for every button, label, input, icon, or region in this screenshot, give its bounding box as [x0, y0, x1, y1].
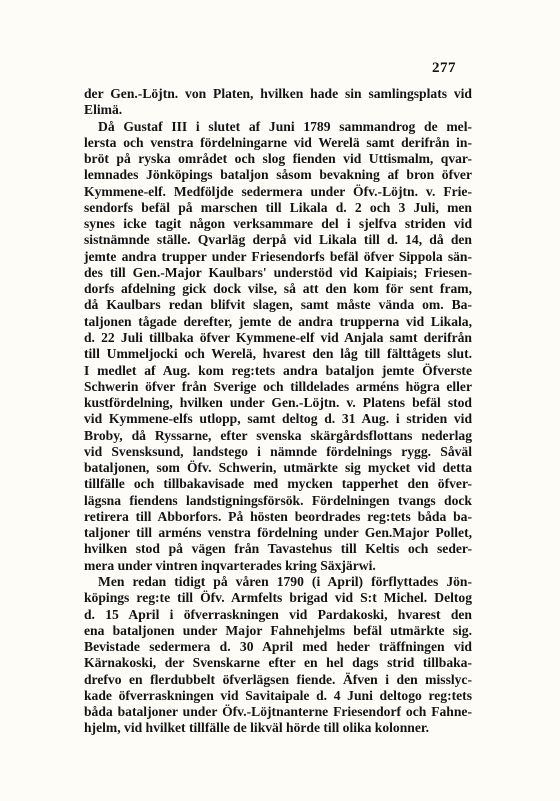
text-line: ena bataljonen under Major Fahnehjelms befäl utmärkte sig.: [84, 622, 472, 638]
text-line: Kymmene-elf. Medföljde sedermera under Öfv.-Löjtn. v. Frie-: [84, 183, 472, 199]
text-line: Schwerin öfver från Sverige och tilldelades arméns högra eller: [84, 378, 472, 394]
text-line: Kärnakoski, der Svenskarne efter en hel dags strid tillbaka-: [84, 655, 472, 671]
text-line: båda bataljoner under Öfv.-Löjtnanterne Friesendorf och Fahne-: [84, 704, 472, 720]
body-text: [84, 86, 472, 737]
text-line: mera under vintren inqvarterades kring Säxjärwi.: [84, 557, 376, 573]
text-line: sistnämnde ställe. Qvarläg derpå vid Likala till d. 14, då den: [84, 232, 472, 248]
text-line: tillfälle och tillbakavisade med mycken tapperhet den öfver-: [84, 476, 472, 492]
text-line: des till Gen.-Major Kaulbars' understöd vid Kaipiais; Friesen-: [84, 264, 472, 280]
text-line: vid Kymmene-elfs utlopp, samt deltog d. 31 Aug. i striden vid: [84, 411, 472, 427]
text-line: drefvo en flerdubbelt öfverlägsen fiende. Äfven i den misslyc-: [84, 671, 472, 687]
text-line: dorfs afdelning gick dock vilse, så att den kom för sent fram,: [84, 281, 472, 297]
text-line: jemte andra trupper under Friesendorfs befäl öfver Sippola sän-: [84, 248, 472, 264]
text-line: till Ummeljocki och Werelä, hvarest den låg till fälttågets slut.: [84, 346, 472, 362]
text-line: der Gen.-Löjtn. von Platen, hvilken hade sin samlingsplats vid: [84, 86, 472, 101]
text-line: sendorfs befäl på marschen till Likala d. 2 och 3 Juli, men: [84, 199, 472, 215]
text-line: Elimä.: [84, 102, 123, 118]
text-line: hjelm, vid hvilket tillfälle de likväl hörde till olika kolonner.: [84, 720, 430, 736]
text-line: lemnades Jönköpings bataljon såsom bevakning af bron öfver: [84, 167, 472, 183]
text-line: kustfördelning, hvilken under Gen.-Löjtn. v. Platens befäl stod: [84, 395, 472, 411]
text-line: Bevistade sedermera d. 30 April med heder träffningen vid: [84, 639, 472, 655]
text-line: hvilken stod på vägen från Tavastehus till Keltis och seder-: [84, 541, 472, 557]
text-line: bröt på ryska området och slog fienden vid Uttismalm, qvar-: [84, 151, 472, 167]
text-line: Då Gustaf III i slutet af Juni 1789 sammandrog de mel-: [98, 118, 472, 134]
text-line: lägsna fiendens landstigningsförsök. Fördelningen tvangs dock: [84, 492, 472, 508]
text-line: retirera till Abborfors. På hösten beordrades reg:tets båda ba-: [84, 508, 472, 524]
text-line: kade öfverraskningen vid Savitaipale d. 4 Juni deltogo reg:tets: [84, 687, 472, 703]
text-line: d. 15 April i öfverraskningen vid Pardakoski, hvarest den: [84, 606, 472, 622]
text-line: Broby, då Ryssarne, efter svenska skärgårdsflottans nederlag: [84, 427, 472, 443]
text-line: Men redan tidigt på våren 1790 (i April) förflyttades Jön-: [98, 573, 472, 589]
text-line: då Kaulbars redan blifvit slagen, samt måste vända om. Ba-: [84, 297, 472, 313]
text-line: köpings reg:te till Öfv. Armfelts brigad vid S:t Michel. Deltog: [84, 590, 472, 606]
text-line: vid Svensksund, landstego i nämnde fördelnings rygg. Såväl: [84, 443, 472, 459]
text-line: bataljonen, som Öfv. Schwerin, utmärkte sig mycket vid detta: [84, 460, 472, 476]
text-line: lersta och venstra fördelningarne vid Werelä samt derifrån in-: [84, 134, 472, 150]
text-line: taljonen tågade derefter, jemte de andra trupperna vid Likala,: [84, 313, 472, 329]
text-line: taljoner till arméns venstra fördelning under Gen.Major Pollet,: [84, 525, 472, 541]
page-number: 277: [432, 60, 456, 76]
text-line: d. 22 Juli tillbaka öfver Kymmene-elf vid Anjala samt derifrån: [84, 329, 472, 345]
text-line: synes icke tagit någon verksammare del i sjelfva striden vid: [84, 216, 472, 232]
text-line: I medlet af Aug. kom reg:tets andra bataljon jemte Öfverste: [84, 362, 472, 378]
